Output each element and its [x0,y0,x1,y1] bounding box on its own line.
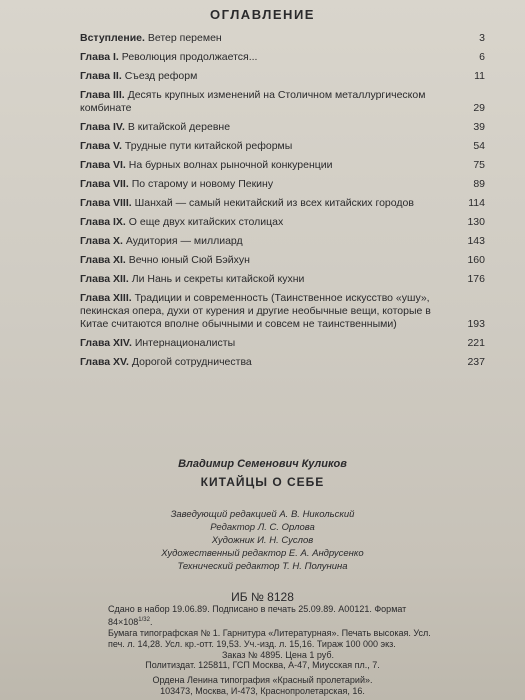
toc-entry-label: Глава I. [80,51,119,63]
toc-entry [80,51,485,64]
toc-entry-page: 75 [473,159,485,171]
toc-entry [80,140,485,153]
toc-entry-page: 221 [467,337,485,349]
print-line: печ. л. 14,28. Усл. кр.-отт. 19,53. Уч.-изд. л. 15,16. Тираж 100 000 экз. [108,639,396,649]
toc-entry-title: Революция продолжается... [121,51,258,63]
staff-line: Технический редактор Т. Н. Полунина [177,561,348,572]
toc-entry-title: Ли Нань и секреты китайской кухни [131,273,305,285]
toc-entry-page: 193 [467,318,485,330]
toc-entry [80,337,485,350]
toc-entry-label: Глава XIV. [80,337,132,349]
toc-entry-label: Глава IV. [80,121,125,133]
toc-entry-title: О еще двух китайских столицах [128,216,284,228]
toc-entry-label: Глава VIII. [80,197,132,209]
toc-entry-label: Глава IX. [80,216,126,228]
toc-entry-page: 130 [467,216,485,228]
toc-entry [80,356,485,369]
table-of-contents [80,32,485,375]
publisher-line: Политиздат. 125811, ГСП Москва, А-47, Миусская пл., 7. [145,660,380,670]
toc-entry-title: Дорогой сотрудничества [131,356,252,368]
toc-entry-page: 3 [479,32,485,44]
printer-lines [0,675,525,697]
toc-entry-page: 54 [473,140,485,152]
toc-entry-page: 160 [467,254,485,266]
printer-line: 103473, Москва, И-473, Краснопролетарская, 16. [160,686,365,696]
print-line: Бумага типографская № 1. Гарнитура «Литературная». Печать высокая. Усл. [108,628,431,638]
toc-entry-title: Вечно юный Сюй Бэйхун [128,254,250,266]
toc-entry-label: Глава X. [80,235,123,247]
toc-entry-label: Глава VI. [80,159,126,171]
toc-entry-page: 237 [467,356,485,368]
toc-entry-label: Глава VII. [80,178,129,190]
toc-entry [80,197,485,210]
toc-entry-label: Глава XII. [80,273,129,285]
toc-entry-page: 89 [473,178,485,190]
toc-entry-title: По старому и новому Пекину [131,178,274,190]
toc-entry-page: 6 [479,51,485,63]
toc-entry [80,292,485,331]
toc-entry-title: В китайской деревне [127,121,231,133]
staff-line: Заведующий редакцией А. В. Никольский [170,509,355,520]
toc-entry-title: Трудные пути китайской реформы [124,140,293,152]
toc-entry-label: Глава III. [80,89,125,101]
toc-entry [80,235,485,248]
ib-number: ИБ № 8128 [231,590,294,604]
print-details [108,604,448,661]
toc-entry [80,70,485,83]
toc-entry [80,32,485,45]
staff-line: Художественный редактор Е. А. Андрусенко [161,548,364,559]
toc-entry-title: Десять крупных изменений на Столичном металлургическом комбинате [80,89,426,114]
toc-entry-title: Шанхай — самый некитайский из всех китайских городов [134,197,414,209]
toc-entry [80,178,485,191]
toc-entry-title: Интернационалисты [134,337,236,349]
printer-line: Ордена Ленина типография «Красный пролетарий». [152,675,373,685]
toc-entry-title: На бурных волнах рыночной конкуренции [128,159,333,171]
toc-entry-page: 11 [474,70,485,82]
toc-entry-page: 143 [467,235,485,247]
staff-credits [0,508,525,573]
toc-entry [80,159,485,172]
toc-entry-title: Традиции и современность (Таинственное искусство «ушу», пекинская опера, духи от курения и другие необычные вещи, которые в Китае считаются вполне обычными и совсем не таинственными) [80,292,431,330]
toc-entry-title: Съезд реформ [124,70,198,82]
toc-entry [80,273,485,286]
toc-entry-page: 114 [468,197,485,209]
toc-entry [80,254,485,267]
staff-line: Редактор Л. С. Орлова [210,522,315,533]
toc-entry [80,121,485,134]
toc-entry-label: Глава II. [80,70,122,82]
toc-entry-label: Глава XIII. [80,292,132,304]
toc-entry-page: 29 [473,102,485,114]
staff-line: Художник И. Н. Суслов [211,535,314,546]
toc-entry-title: Аудитория — миллиард [125,235,243,247]
toc-entry-title: Ветер перемен [147,32,222,44]
toc-entry-label: Глава XV. [80,356,129,368]
toc-entry-page: 39 [473,121,485,133]
toc-title: ОГЛАВЛЕНИЕ [210,7,315,22]
book-title: КИТАЙЦЫ О СЕБЕ [200,475,325,489]
toc-entry-label: Вступление. [80,32,145,44]
print-line: Сдано в набор 19.06.89. Подписано в печать 25.09.89. А00121. Формат $84\times 108^{1/32}$. [108,604,407,627]
toc-entry-page: 176 [467,273,485,285]
toc-entry [80,216,485,229]
author-name: Владимир Семенович Куликов [178,458,347,470]
toc-entry-label: Глава XI. [80,254,126,266]
toc-entry-label: Глава V. [80,140,122,152]
print-line: Заказ № 4895. Цена 1 руб. [221,650,335,660]
toc-entry [80,89,485,115]
